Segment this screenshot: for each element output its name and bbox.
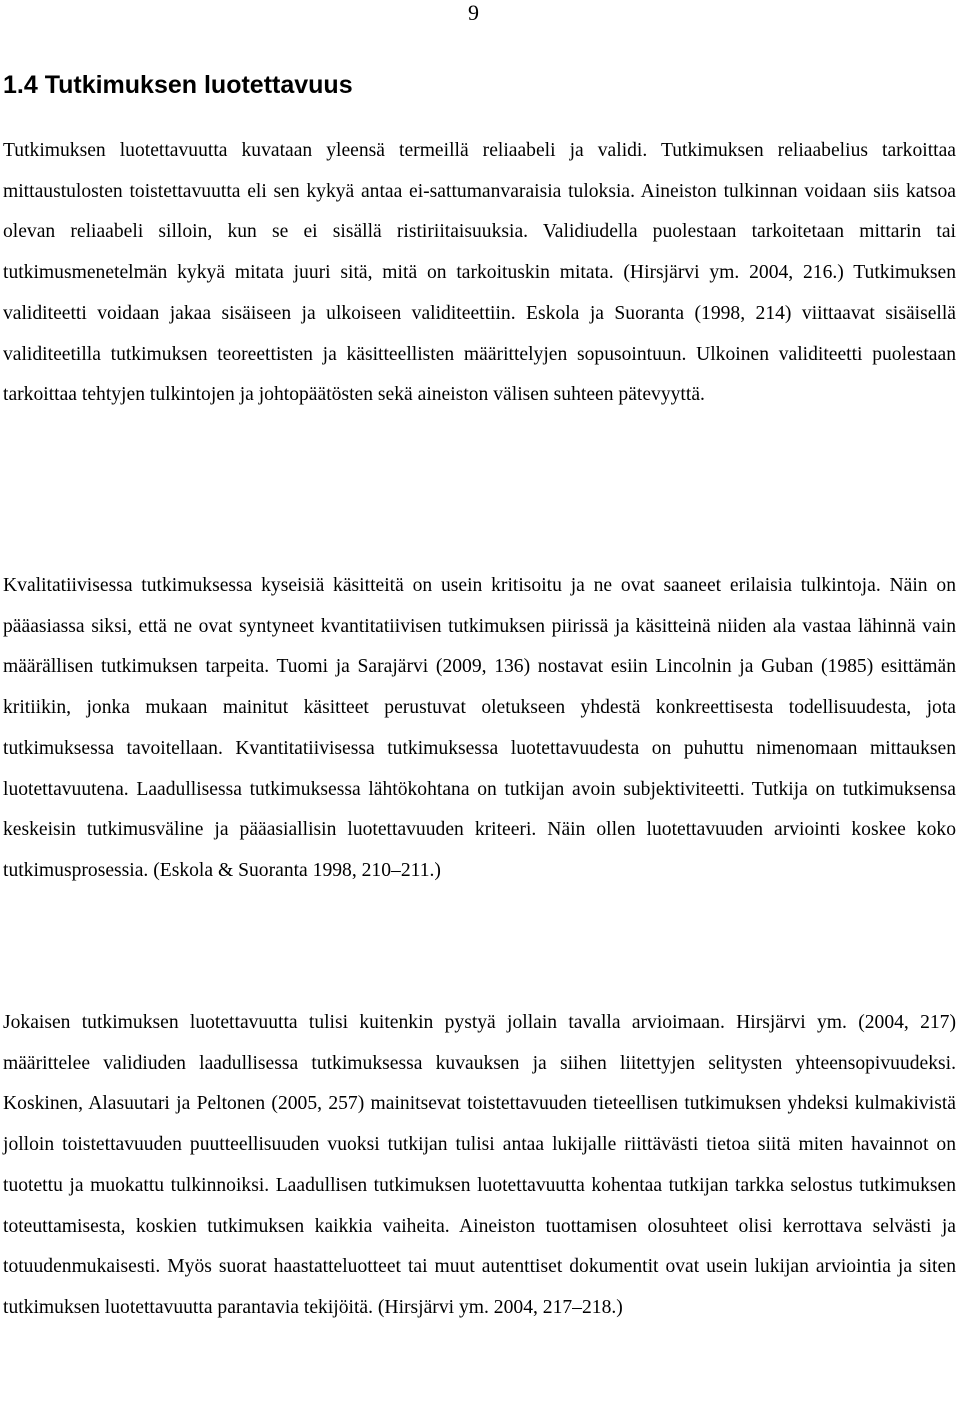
body-paragraph: Tutkimuksen luotettavuutta kuvataan yleensä termeillä reliaabeli ja validi. Tutkimuksen reliaabelius tarkoittaa mittaustulosten toistettavuutta eli sen kykyä antaa ei-sattumanvaraisia tuloksia. Aineiston tulkinnan voidaan siis katsoa olevan reliaabeli silloin, kun se ei sisällä ristiriitaisuuksia. Validiudella puolestaan tarkoitetaan mittarin tai tutkimusmenetelmän kykyä mitata juuri sitä, mitä on tarkoituskin mitata. (Hirsjärvi ym. 2004, 216.) Tutkimuksen validiteetti voidaan jakaa sisäiseen ja ulkoiseen validiteettiin. Eskola ja Suoranta (1998, 214) viittaavat sisäisellä validiteetilla tutkimuksen teoreettisten ja käsitteellisten määrittelyjen sopusointuun. Ulkoinen validiteetti puolestaan tarkoittaa tehtyjen tulkintojen ja johtopäätösten sekä aineiston välisen suhteen pätevyyttä.: [3, 140, 956, 406]
body-paragraph: Kvalitatiivisessa tutkimuksessa kyseisiä käsitteitä on usein kritisoitu ja ne ovat saaneet erilaisia tulkintoja. Näin on pääasiassa siksi, että ne ovat syntyneet kvantitatiivisen tutkimuksen piirissä ja käsitteinä niiden ala vastaa lähinnä vain määrällisen tutkimuksen tarpeita. Tuomi ja Sarajärvi (2009, 136) nostavat esiin Lincolnin ja Guban (1985) esittämän kritiikin, jonka mukaan mainitut käsitteet perustuvat oletukseen yhdestä konkreettisesta todellisuudesta, jota tutkimuksessa tavoitellaan. Kvantitatiivisessa tutkimuksessa luotettavuudesta on puhuttu nimenomaan mittauksen luotettavuutena. Laadullisessa tutkimuksessa lähtökohtana on tutkijan avoin subjektiviteetti. Tutkija on tutkimuksensa keskeisin tutkimusväline ja pääasiallisin luotettavuuden kriteeri. Näin ollen luotettavuuden arviointi koskee koko tutkimusprosessia. (Eskola & Suoranta 1998, 210–211.): [3, 575, 956, 881]
body-paragraph: Jokaisen tutkimuksen luotettavuutta tulisi kuitenkin pystyä jollain tavalla arvioimaan. Hirsjärvi ym. (2004, 217) määrittelee validiuden laadullisessa tutkimuksessa kuvauksen ja siihen liitettyjen selitysten yhteensopivuudeksi. Koskinen, Alasuutari ja Peltonen (2005, 257) mainitsevat toistettavuuden tieteellisen tutkimuksen yhdeksi kulmakivistä jolloin toistettavuuden puutteellisuuden vuoksi tutkijan tulisi antaa lukijalle riittävästi tietoa siitä miten havainnot on tuotettu ja muokattu tulkinnoiksi. Laadullisen tutkimuksen luotettavuutta kohentaa tutkijan tarkka selostus tutkimuksen toteuttamisesta, koskien tutkimuksen kaikkia vaiheita. Aineiston tuottamisen olosuhteet olisi kerrottava selvästi ja totuudenmukaisesti. Myös suorat haastatteluotteet tai muut autenttiset dokumentit ovat usein lukijan arviointia ja siten tutkimuksen luotettavuutta parantavia tekijöitä. (Hirsjärvi ym. 2004, 217–218.): [3, 1012, 956, 1318]
page-number: 9: [468, 0, 479, 25]
section-heading: 1.4 Tutkimuksen luotettavuus: [3, 71, 353, 99]
